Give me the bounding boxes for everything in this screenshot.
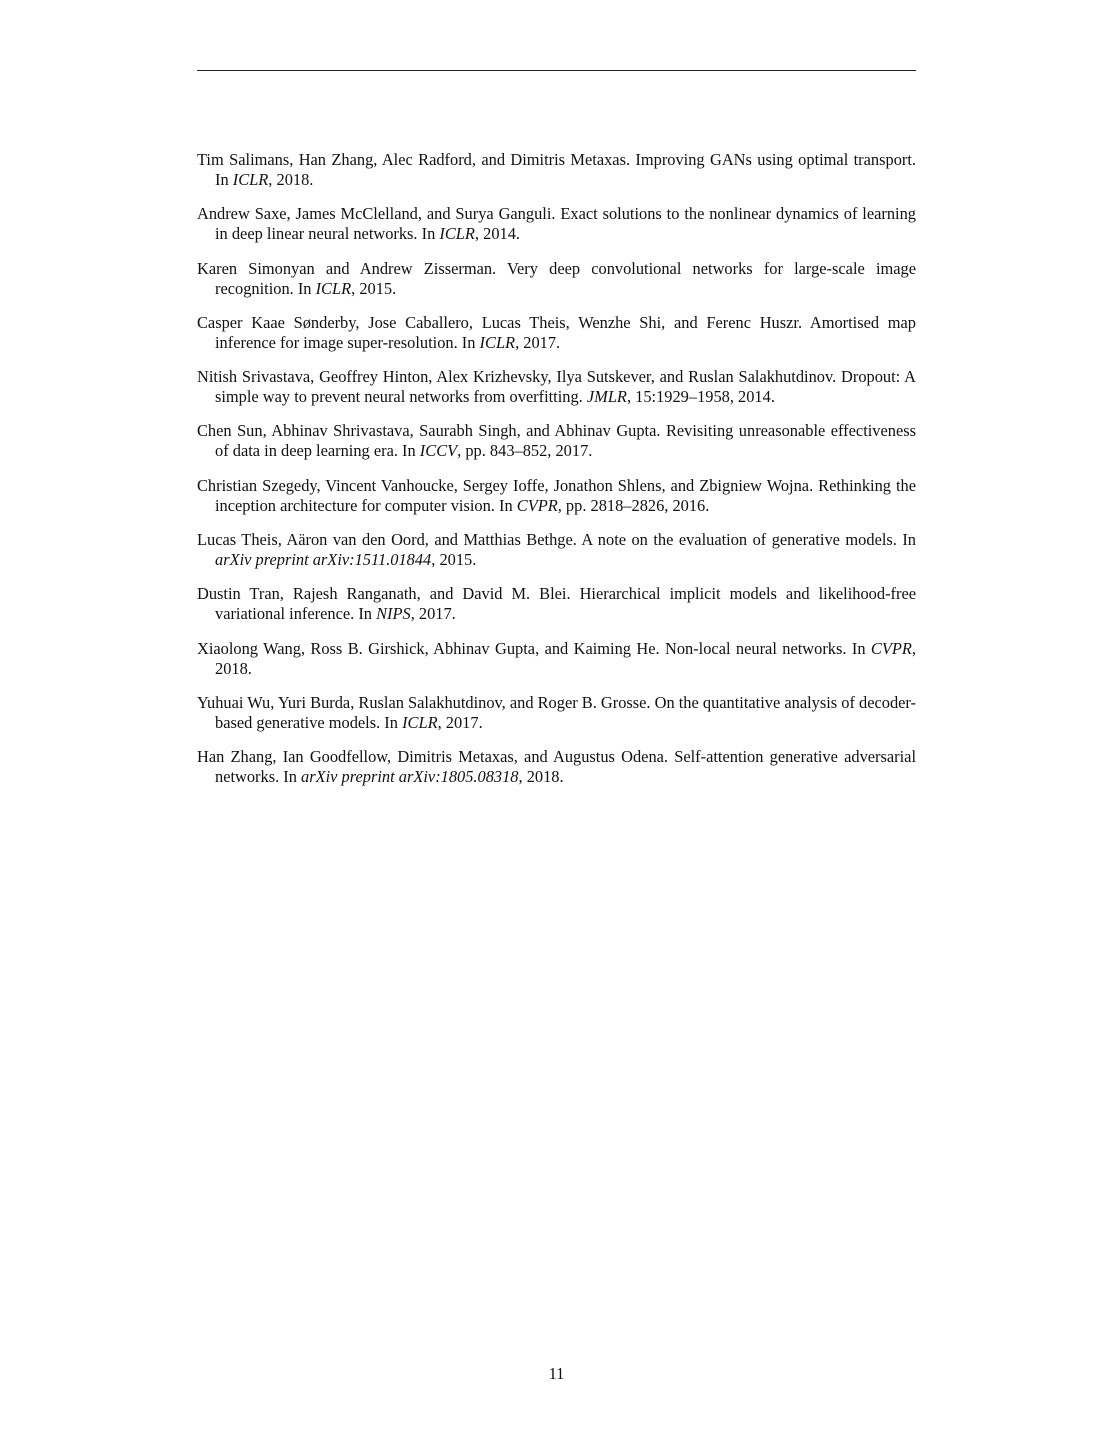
reference-details: , pp. 843–852, 2017. xyxy=(457,441,593,461)
reference-details: , 15:1929–1958, 2014. xyxy=(626,387,775,407)
reference-text: Karen Simonyan and Andrew Zisserman. Very deep convolutional networks for large-scale image recognition. In xyxy=(197,258,916,298)
reference-venue: ICLR xyxy=(402,712,438,732)
reference-details: , pp. 2818–2826, 2016. xyxy=(557,495,710,515)
reference-venue: ICLR xyxy=(315,278,352,298)
reference-details: , 2017. xyxy=(410,604,456,624)
reference-entry xyxy=(197,639,916,679)
reference-text: Lucas Theis, Aäron van den Oord, and Matthias Bethge. A note on the evaluation of generative models. In xyxy=(197,530,916,550)
reference-venue: ICLR xyxy=(439,224,475,244)
reference-venue: ICLR xyxy=(232,170,269,189)
reference-venue: CVPR xyxy=(516,495,558,515)
reference-list xyxy=(197,150,916,802)
reference-venue: NIPS xyxy=(376,604,411,624)
reference-venue: arXiv preprint arXiv:1511.01844 xyxy=(215,550,432,570)
reference-details: , 2014. xyxy=(474,224,520,244)
reference-details: , 2017. xyxy=(515,332,561,352)
reference-venue: arXiv preprint arXiv:1805.08318 xyxy=(301,767,519,787)
reference-details: , 2018. xyxy=(215,638,916,678)
reference-text: Han Zhang, Ian Goodfellow, Dimitris Metaxas, and Augustus Odena. Self-attention generative adversarial networks. In xyxy=(197,747,916,787)
reference-details: , 2018. xyxy=(518,767,564,787)
reference-entry xyxy=(197,313,916,353)
reference-venue: CVPR xyxy=(870,638,912,658)
reference-venue: JMLR xyxy=(586,387,627,407)
reference-text: Chen Sun, Abhinav Shrivastava, Saurabh Singh, and Abhinav Gupta. Revisiting unreasonable effectiveness of data in deep learning era. In xyxy=(197,421,916,461)
reference-text: Tim Salimans, Han Zhang, Alec Radford, and Dimitris Metaxas. Improving GANs using optimal transport. In xyxy=(197,150,916,189)
reference-entry xyxy=(197,530,916,570)
reference-details: , 2017. xyxy=(437,712,483,732)
reference-entry xyxy=(197,150,916,190)
reference-venue: ICCV xyxy=(419,441,458,461)
reference-text: Casper Kaae Sønderby, Jose Caballero, Lucas Theis, Wenzhe Shi, and Ferenc Huszr. Amortised map inference for image super-resolution. In xyxy=(197,312,916,352)
reference-entry xyxy=(197,747,916,787)
reference-entry xyxy=(197,693,916,733)
reference-text: Dustin Tran, Rajesh Ranganath, and David M. Blei. Hierarchical implicit models and likelihood-free variational inference. In xyxy=(197,584,916,624)
reference-details: , 2015. xyxy=(431,550,477,570)
reference-entry xyxy=(197,476,916,516)
reference-details: , 2015. xyxy=(351,278,397,298)
reference-text: Yuhuai Wu, Yuri Burda, Ruslan Salakhutdinov, and Roger B. Grosse. On the quantitative analysis of decoder-based generative models. In xyxy=(197,692,916,732)
reference-entry xyxy=(197,204,916,244)
page-number: 11 xyxy=(548,1364,565,1383)
reference-details: , 2018. xyxy=(268,170,314,189)
header-rule xyxy=(197,70,916,71)
reference-venue: ICLR xyxy=(479,332,516,352)
reference-entry xyxy=(197,259,916,299)
reference-text: Andrew Saxe, James McClelland, and Surya Ganguli. Exact solutions to the nonlinear dynamics of learning in deep linear neural networks. In xyxy=(197,204,916,244)
reference-entry xyxy=(197,584,916,624)
reference-text: Nitish Srivastava, Geoffrey Hinton, Alex Krizhevsky, Ilya Sutskever, and Ruslan Salakhutdinov. Dropout: A simple way to prevent neural networks from overfitting. xyxy=(197,367,916,407)
reference-text: Xiaolong Wang, Ross B. Girshick, Abhinav Gupta, and Kaiming He. Non-local neural networks. In xyxy=(197,638,871,658)
reference-entry xyxy=(197,421,916,461)
reference-entry xyxy=(197,367,916,407)
reference-text: Christian Szegedy, Vincent Vanhoucke, Sergey Ioffe, Jonathon Shlens, and Zbigniew Wojna. Rethinking the inception architecture for computer vision. In xyxy=(197,475,916,515)
